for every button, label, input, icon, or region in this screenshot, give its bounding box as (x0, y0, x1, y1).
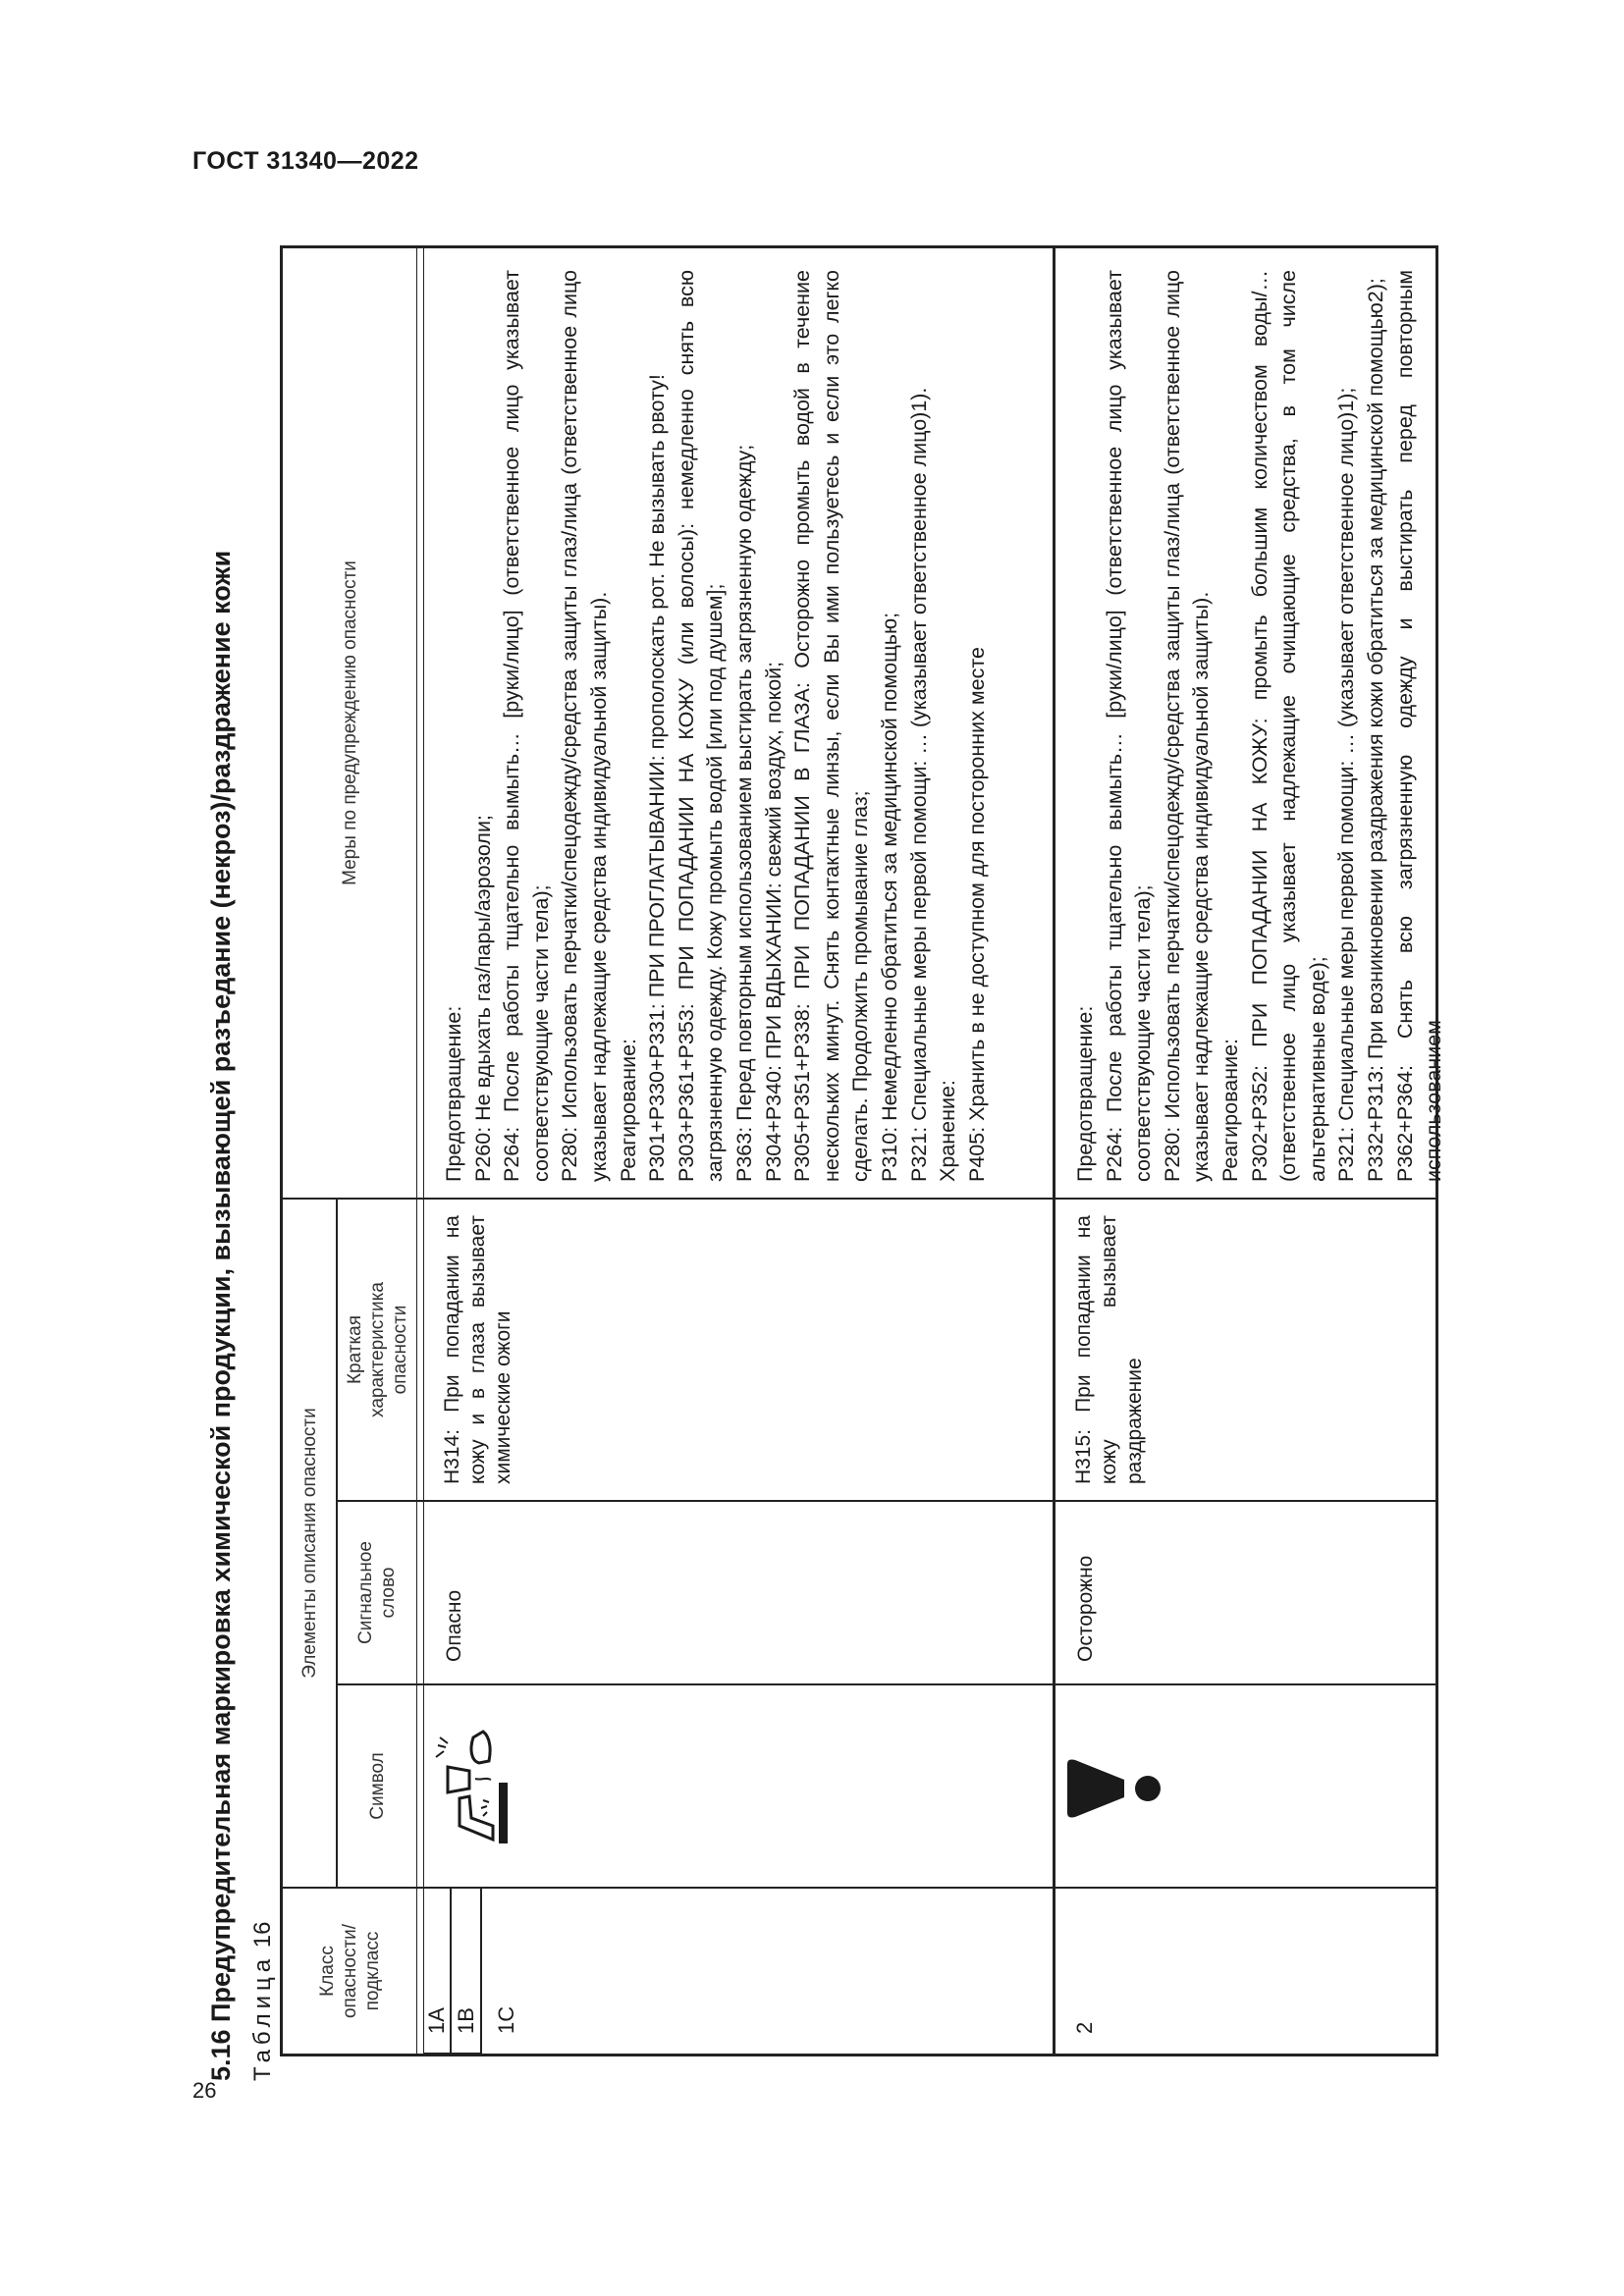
measure-line: P280: Использовать перчатки/спецодежду/средства защиты глаз/лица (ответственное лицо указывает надлежащие средства индивидуальной защиты). (1160, 270, 1214, 1182)
header-elements-group: Элементы описания опасности (298, 1408, 320, 1679)
measure-line: P362+P364: Снять всю загрязненную одежду и выстирать перед повторным использованием (1392, 270, 1446, 1182)
hazard-row-1: H314: При попадании на кожу и в глаза вызывает химические ожоги (441, 1215, 514, 1484)
symbol-cell-row-2 (1056, 1685, 1435, 1887)
section-title: 5.16 Предупредительная маркировка химической продукции, вызывающей разъедание (некроз)/раздражение кожи (206, 550, 236, 2081)
corrosion-icon (430, 1728, 509, 1845)
rotated-page-content (187, 49, 1463, 2110)
header-symbol: Символ (366, 1752, 388, 1820)
measure-line: P305+P351+P338: ПРИ ПОПАДАНИИ В ГЛАЗА: Осторожно промыть водой в течение нескольких минут. Снять контактные линзы, если Вы ими пользуетесь и если это легко сделать. Продолжить промывание глаз; (790, 270, 873, 1182)
measure-line: P321: Специальные меры первой помощи: … (указывает ответственное лицо)1). (906, 387, 931, 1182)
measure-line: P405: Хранить в не доступном для посторонних месте (964, 647, 989, 1182)
hazard-table (280, 245, 1446, 2056)
measure-line: P310: Немедленно обратиться за медицинской помощью; (877, 612, 901, 1182)
table-label (249, 1922, 277, 2081)
subclass-1b: 1B (453, 2007, 478, 2034)
signal-word-row-2: Осторожно (1074, 1555, 1097, 1662)
page-number: 26 (192, 2078, 217, 2103)
measure-line: P303+P361+P353: ПРИ ПОПАДАНИИ НА КОЖУ (или волосы): немедленно снять всю загрязненную одежду. Кожу промыть водой [или под душем]; (674, 270, 728, 1182)
measure-line: P260: Не вдыхать газ/пары/аэрозоли; (470, 815, 495, 1182)
class-2: 2 (1072, 2021, 1097, 2034)
measure-line: P264: После работы тщательно вымыть… [руки/лицо] (ответственное лицо указывает соответствующие части тела); (500, 270, 553, 1182)
table-label-word: Таблица (249, 1953, 276, 2081)
header-class: Класс опасности/ подкласс (316, 1923, 383, 2019)
measure-line: P301+P330+P331: ПРИ ПРОГЛАТЫВАНИИ: прополоскать рот. Не вызывать рвоту! (645, 374, 670, 1182)
measure-line: Предотвращение: (442, 1005, 465, 1182)
signal-word-row-1: Опасно (443, 1589, 465, 1662)
measure-line: P363: Перед повторным использованием выстирать загрязненную одежду; (731, 444, 756, 1182)
exclamation-icon (1059, 1744, 1167, 1833)
measures-row-2 (1056, 248, 1446, 1198)
measure-line: Реагирование: (616, 1038, 640, 1182)
measure-line: P304+P340: ПРИ ВДЫХАНИИ: свежий воздух, покой; (761, 661, 785, 1182)
measure-line: P280: Использовать перчатки/спецодежду/средства защиты глаз/лица (ответственное лицо указывает надлежащие средства индивидуальной защиты). (558, 270, 611, 1182)
measure-line: Реагирование: (1218, 1038, 1242, 1182)
measures-row-1 (424, 248, 1053, 1198)
measure-line: Предотвращение: (1073, 1005, 1097, 1182)
subclass-1a: 1A (424, 2007, 449, 2034)
symbol-cell-row-1 (424, 1685, 1053, 1887)
measure-line: Хранение: (936, 1080, 960, 1182)
hazard-row-2: H315: При попадании на кожу вызывает раздражение (1072, 1215, 1146, 1484)
header-hazard: Краткая характеристика опасности (344, 1282, 410, 1417)
measure-line: P332+P313: При возникновении раздражения кожи обратиться за медицинской помощью2); (1363, 278, 1387, 1182)
table-label-number: 16 (249, 1921, 276, 1949)
measure-line: P264: После работы тщательно вымыть… [руки/лицо] (ответственное лицо указывает соответствующие части тела); (1102, 270, 1156, 1182)
header-signal-word: Сигнальное слово (355, 1541, 399, 1644)
measure-line: P321: Специальные меры первой помощи: … (указывает ответственное лицо)1); (1334, 387, 1359, 1182)
header-measures: Меры по предупреждению опасности (339, 561, 360, 885)
document-code: ГОСТ 31340—2022 (192, 147, 419, 175)
subclass-1c: 1C (494, 2005, 518, 2034)
measure-line: P302+P352: ПРИ ПОПАДАНИИ НА КОЖУ: промыть большим количеством воды/… (ответственное лицо указывает надлежащие очищающие средства, в том числе альтернативные воде); (1247, 270, 1329, 1182)
